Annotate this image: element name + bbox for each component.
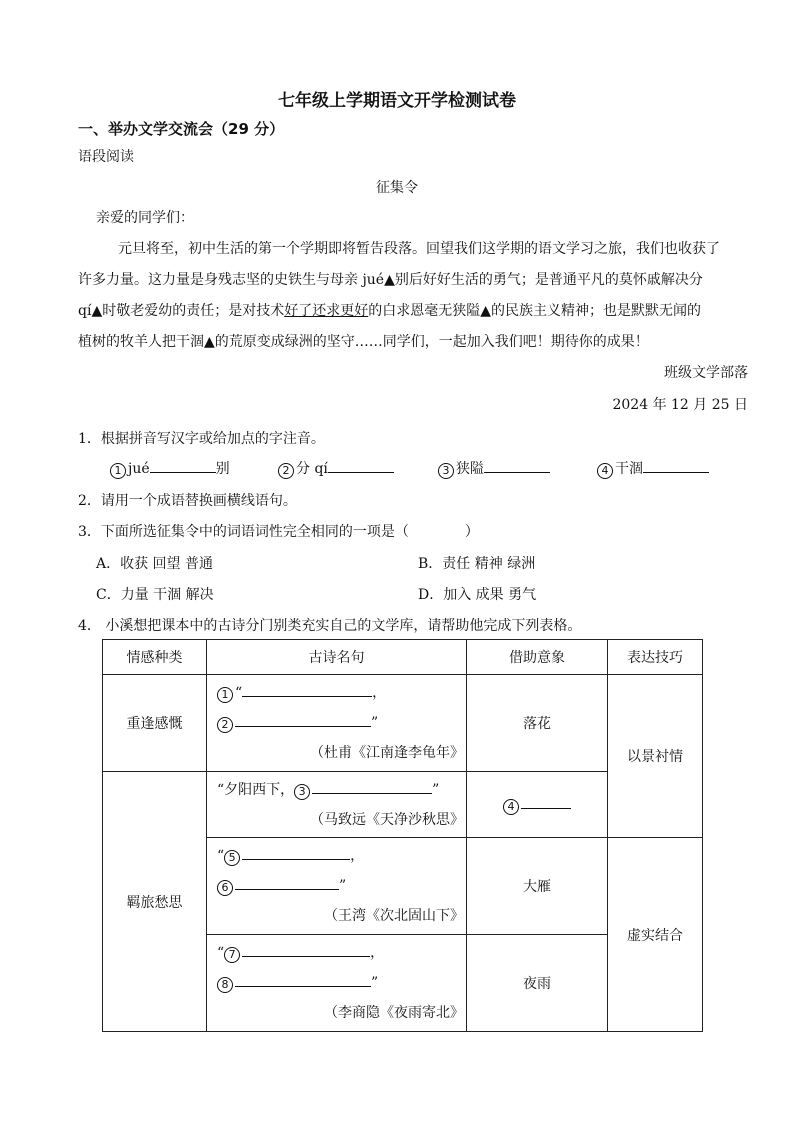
page-title: 七年级上学期语文开学检测试卷	[278, 91, 516, 111]
q1-item	[278, 458, 394, 479]
answer-blank[interactable]	[521, 794, 571, 809]
answer-blank[interactable]	[242, 942, 370, 957]
circled-number: 5	[224, 850, 240, 866]
quote-mark: ”	[371, 715, 379, 731]
paragraph-line: 许多力量。这力量是身残志坚的史铁生与母亲 jué▲别后好好生活的勇气；是普通平凡的莫怀戚解决分	[78, 272, 703, 288]
answer-blank[interactable]	[235, 712, 371, 727]
q1-item-text: 干涸	[615, 461, 643, 477]
answer-blank[interactable]	[643, 458, 709, 473]
answer-blank[interactable]	[235, 972, 371, 987]
paragraph-line	[78, 300, 750, 320]
circled-number: 6	[217, 880, 233, 896]
question-4: 4． 小溪想把课本中的古诗分门别类充实自己的文学库，请帮助他完成下列表格。	[78, 618, 582, 634]
option-a[interactable]: A．收获 回望 普通	[96, 556, 214, 572]
circled-number: 1	[217, 687, 233, 703]
circled-number: 3	[438, 463, 454, 479]
answer-blank[interactable]	[328, 458, 394, 473]
circled-number: 3	[294, 784, 310, 800]
quote-mark: ”	[432, 781, 440, 798]
q1-item-text: 别	[215, 461, 230, 477]
reading-label: 语段阅读	[78, 149, 134, 165]
circled-number: 4	[597, 463, 613, 479]
answer-blank[interactable]	[242, 845, 350, 860]
poem-source: （杜甫《江南逢李龟年》	[310, 745, 464, 761]
question-1: 1．根据拼音写汉字或给加点的字注音。	[78, 431, 325, 447]
punctuation: ，	[350, 848, 365, 864]
quote-mark: “	[217, 848, 225, 864]
technique-cell: 以景衬情	[608, 675, 703, 838]
paragraph-line: 植树的牧羊人把干涸▲的荒原变成绿洲的坚守……同学们，一起加入我们吧！期待你的成果！	[78, 334, 649, 350]
greeting: 亲爱的同学们：	[96, 210, 194, 226]
underlined-phrase: 好了还求更好	[284, 303, 369, 319]
punctuation: ，	[370, 945, 385, 961]
q1-item	[438, 458, 550, 479]
imagery-cell	[467, 772, 608, 838]
circled-number: 7	[224, 947, 240, 963]
q1-item-text: jué	[128, 461, 150, 477]
q1-item	[597, 458, 709, 479]
q1-item-text: 分 qí	[296, 461, 328, 477]
circled-number: 2	[278, 463, 294, 479]
answer-blank[interactable]	[484, 458, 550, 473]
header-emotion: 情感种类	[103, 640, 207, 675]
answer-blank[interactable]	[242, 682, 372, 697]
punctuation: ，	[372, 685, 387, 701]
poetry-table	[102, 639, 703, 1032]
imagery-cell: 大雁	[467, 838, 608, 935]
question-3: 3．下面所选征集令中的词语词性完全相同的一项是（ ）	[78, 524, 479, 540]
option-b[interactable]: B．责任 精神 绿洲	[418, 556, 536, 572]
circled-number: 8	[217, 977, 233, 993]
header-poem-line: 古诗名句	[207, 640, 467, 675]
poem-source: （马致远《天净沙秋思》	[310, 811, 464, 828]
technique-cell: 虚实结合	[608, 838, 703, 1032]
poem-cell	[207, 772, 467, 838]
q1-item	[110, 458, 230, 479]
poem-cell	[207, 675, 467, 772]
question-2: 2．请用一个成语替换画横线语句。	[78, 493, 297, 509]
quote-mark: ”	[371, 975, 379, 991]
poem-text: “夕阳西下，	[217, 781, 295, 798]
header-imagery: 借助意象	[467, 640, 608, 675]
imagery-cell: 夜雨	[467, 935, 608, 1032]
emotion-cell: 羁旅愁思	[103, 772, 207, 1032]
quote-mark: ”	[339, 878, 347, 894]
emotion-cell: 重逢感慨	[103, 675, 207, 772]
signature: 班级文学部落	[664, 365, 748, 381]
date: 2024 年 12 月 25 日	[612, 397, 748, 413]
paragraph-segment: qí▲时敬老爱幼的责任；是对技术	[78, 303, 285, 319]
poem-source: （李商隐《夜雨寄北》	[324, 1005, 464, 1021]
answer-blank[interactable]	[312, 779, 432, 794]
circled-number: 1	[110, 463, 126, 479]
circled-number: 4	[503, 799, 519, 815]
option-c[interactable]: C．力量 干涸 解决	[96, 587, 214, 603]
paragraph-line: 元旦将至，初中生活的第一个学期即将暂告段落。回望我们这学期的语文学习之旅，我们也收获了	[118, 241, 720, 257]
notice-title: 征集令	[376, 180, 418, 196]
poem-cell	[207, 935, 467, 1032]
header-technique: 表达技巧	[608, 640, 703, 675]
option-d[interactable]: D．加入 成果 勇气	[418, 587, 537, 603]
answer-blank[interactable]	[235, 875, 339, 890]
circled-number: 2	[217, 717, 233, 733]
poem-cell	[207, 838, 467, 935]
q1-item-text: 狭隘	[456, 461, 484, 477]
quote-mark: “	[235, 685, 243, 701]
paragraph-segment: 的白求恩毫无狭隘▲的民族主义精神；也是默默无闻的	[368, 303, 701, 319]
answer-blank[interactable]	[150, 458, 216, 473]
imagery-cell: 落花	[467, 675, 608, 772]
poem-source: （王湾《次北固山下》	[324, 908, 464, 924]
quote-mark: “	[217, 945, 225, 961]
section-heading: 一、举办文学交流会（29 分）	[78, 120, 285, 138]
